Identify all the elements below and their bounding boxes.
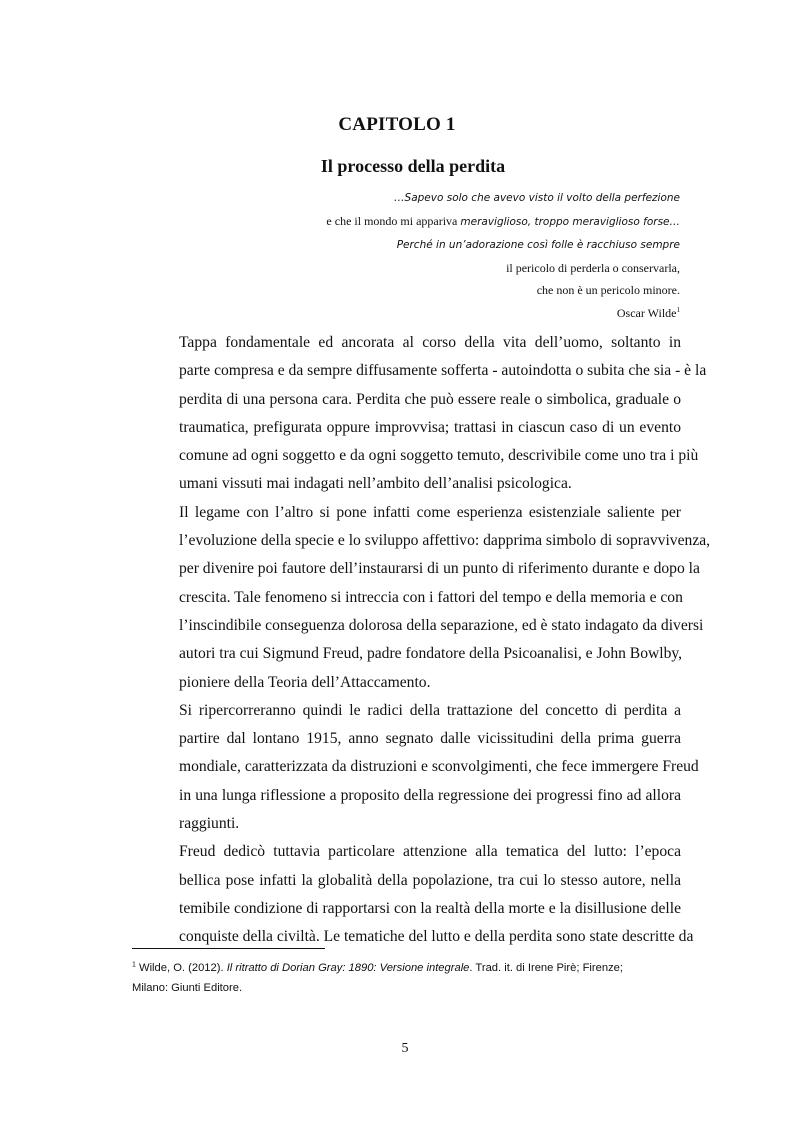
epigraph-line: il pericolo di perderla o conservarla, (506, 260, 680, 275)
page-number: 5 (401, 1041, 409, 1056)
footnote: $^1$ Wilde, O. (2012). Il ritratto di Dorian Gray: 1890: Versione integrale. Trad. it. di Irene Pirè; Firenze; Milano: Giunti Editore. (132, 961, 623, 994)
body-text (132, 329, 711, 952)
epigraph-line: e che il mondo mi appariva meraviglioso, troppo meraviglioso forse… (326, 213, 680, 228)
epigraph-line: che non è un pericolo minore. (536, 283, 680, 297)
paragraph: Tappa fondamentale ed ancorata al corso della vita dell’uomo, soltanto in parte compresa e da sempre diffusamente sofferta - autoindotta o subita che sia - è la perdita di una persona cara. Perdita che può essere reale o simbolica, graduale o traumatica, prefigurata oppure improvvisa; trattasi in ciascun caso di un evento comune ad ogni soggetto e da ogni soggetto temuto, descrivibile come uno tra i più umani vissuti mai indagati nell’ambito dell’analisi psicologica. (179, 334, 707, 493)
epigraph-line: Perché in un’adorazione così folle è racchiuso sempre (396, 239, 680, 251)
paragraph: Il legame con l’altro si pone infatti come esperienza esistenziale saliente per l’evoluzione della specie e lo sviluppo affettivo: dapprima simbolo di sopravvivenza, per divenire poi fautore dell’instaurarsi di un punto di riferimento durante e dopo la crescita. Tale fenomeno si intreccia con i fattori del tempo e della memoria e con l’inscindibile conseguenza dolorosa della separazione, ed è stato indagato da diversi autori tra cui Sigmund Freud, padre fondatore della Psicoanalisi, e John Bowlby, pioniere della Teoria dell’Attaccamento. (179, 503, 711, 691)
footnote-separator (132, 948, 325, 949)
chapter-title: Il processo della perdita (320, 156, 506, 176)
paragraph: Si ripercorreranno quindi le radici della trattazione del concetto di perdita a partire dal lontano 1915, anno segnato dalle vicissitudini della prima guerra mondiale, caratterizzata da distruzioni e sconvolgimenti, che fece immergere Freud in una lunga riflessione a proposito della regressione dei progressi fino ad allora raggiunti. (179, 701, 699, 833)
footnote-book-title: Il ritratto di Dorian Gray: 1890: Versione integrale (226, 962, 470, 974)
epigraph-line: …Sapevo solo che avevo visto il volto della perfezione (394, 192, 680, 204)
paragraph: Freud dedicò tuttavia particolare attenzione alla tematica del lutto: l’epoca bellica pose infatti la globalità della popolazione, tra cui lo stesso autore, nella temibile condizione di rapportarsi con la realtà della morte e la disillusione delle conquiste della civiltà. Le tematiche del lutto e della perdita sono state descritte da (179, 843, 694, 946)
epigraph-author: Oscar Wilde$^1$ (616, 305, 680, 320)
footnote-ref: 1 (676, 305, 680, 314)
chapter-label: CAPITOLO 1 (338, 114, 456, 135)
footnote-number: 1 (132, 961, 136, 969)
epigraph (326, 186, 680, 324)
